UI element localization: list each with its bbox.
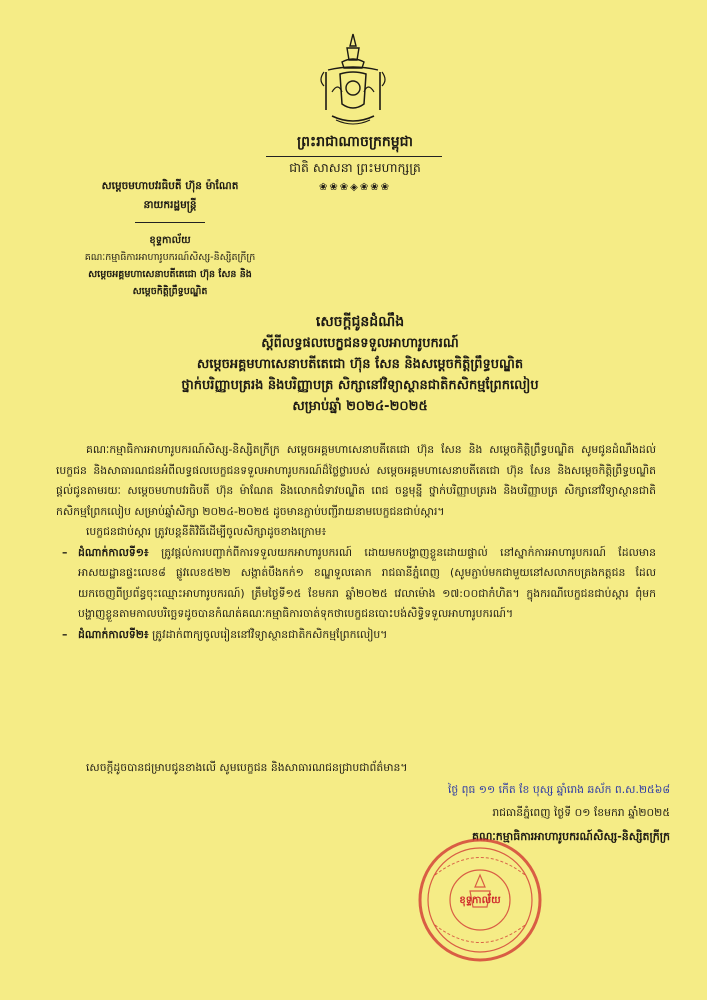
sender-block	[40, 180, 300, 299]
solar-date: រាជធានីភ្នំពេញ ថ្ងៃទី ០១ ខែមករា ឆ្នាំ២០២៥	[492, 806, 670, 819]
signature-committee: គណៈកម្មាធិការអាហារូបករណ៍សិស្ស-និស្សិតក្រីក្រ	[471, 830, 670, 843]
sender-committee-line3: សម្តេចកិត្តិព្រឹទ្ធបណ្ឌិត	[132, 286, 208, 297]
title-line-5: សម្រាប់ឆ្នាំ ២០២៤-២០២៥	[292, 399, 428, 414]
bullet-dash: –	[62, 545, 68, 559]
stage-2-label: ដំណាក់កាលទី២៖	[78, 627, 149, 641]
bullet-dash: –	[62, 627, 68, 641]
stage-2-item	[56, 625, 656, 646]
sender-name: សម្តេចមហាបវរធិបតី ហ៊ុន ម៉ាណែត	[101, 180, 239, 192]
body-paragraph-1: គណៈកម្មាធិការអាហារូបករណ៍សិស្ស-និស្សិតក្រីក្រ សម្តេចអគ្គមហាសេនាបតីតេជោ ហ៊ុន សែន និង សម្តេចកិត្តិព្រឹទ្ធបណ្ឌិត សូមជូនដំណឹងដល់បេក្ខជន និងសាធារណជនអំពីលទ្ធផលបេក្ខជនទទួលអាហារូបករណ៍ដ៏ថ្លៃថ្លារបស់ សម្តេចអគ្គមហាសេនាបតីតេជោ ហ៊ុន សែន និងសម្តេចកិត្តិព្រឹទ្ធបណ្ឌិត ផ្តល់ជូនតាមរយៈ សម្តេចមហាបវរធិបតី ហ៊ុន ម៉ាណែត និងលោកជំទាវបណ្ឌិត ពេជ ចន្ទមុន្នី ថ្នាក់បរិញ្ញាបត្ររង និងបរិញ្ញាបត្រ សិក្សានៅវិទ្យាស្ថានជាតិកសិកម្មព្រែកលៀប សម្រាប់ឆ្នាំសិក្សា ២០២៤-២០២៥ ដូចមានភ្ជាប់បញ្ជីរាយនាមបេក្ខជនជាប់ស្ការ។	[56, 443, 656, 518]
sender-office: ខុទ្ទកាល័យ	[149, 235, 191, 246]
sender-committee-line2: សម្តេចអគ្គមហាសេនាបតីតេជោ ហ៊ុន សែន និង	[88, 269, 252, 280]
sender-title: នាយករដ្ឋមន្ត្រី	[143, 199, 197, 211]
title-line-3: សម្តេចអគ្គមហាសេនាបតីតេជោ ហ៊ុន សែន និងសម្តេចកិត្តិព្រឹទ្ធបណ្ឌិត	[196, 357, 524, 372]
national-motto: ជាតិ សាសនា ព្រះមហាក្សត្រ	[289, 160, 421, 175]
heading-rule	[266, 156, 442, 157]
body-paragraph-2: បេក្ខជនជាប់ស្ការ ត្រូវបន្តនីតិវិធីដើម្បីចូលសិក្សាដូចខាងក្រោម៖	[86, 525, 327, 538]
title-line-4: ថ្នាក់បរិញ្ញាបត្ររង និងបរិញ្ញាបត្រ សិក្សានៅវិទ្យាស្ថានជាតិកសិកម្មព្រែកលៀប	[181, 378, 539, 393]
notice-body	[56, 440, 656, 645]
stage-1-text: ត្រូវផ្តល់ការបញ្ជាក់ពីការទទួលយកអាហារូបករណ៍ ដោយមកបង្ហាញខ្លួនដោយផ្ទាល់ នៅស្នាក់ការអាហារូបករណ៍ ដែលមានអាសយដ្ឋានផ្ទះលេខ៨ ផ្លូវលេខ៥២២ សង្កាត់បឹងកក់១ ខណ្ឌទួលគោក រាជធានីភ្នំពេញ (សូមភ្ជាប់មកជាមួយនៅសលាកបត្រងកត្តជន ដែលយកចេញពីប្រព័ន្ធចុះឈ្មោះអាហារូបករណ៍) ត្រឹមថ្ងៃទី១៥ ខែមករា ឆ្នាំ២០២៥ វេលាម៉ោង ១៧:០០ជាកំហិត។ ក្នុងករណីបេក្ខជនជាប់ស្ការ ពុំមកបង្ហាញខ្លួនតាមកាលបរិច្ឆេទដូចបានកំណត់គណៈកម្មាធិការចាត់ទុកថាបេក្ខជនបោះបង់សិទ្ធិទទួលអាហារូបករណ៍។	[78, 545, 656, 620]
stage-1-item	[56, 543, 656, 625]
closing-block	[56, 758, 656, 778]
closing-line: សេចក្តីដូចបានជម្រាបជូនខាងលើ សូមបេក្ខជន និងសាធារណជនជ្រាបជាព័ត៌មាន។	[86, 761, 408, 774]
stage-1-label: ដំណាក់កាលទី១៖	[78, 545, 149, 559]
sender-committee: គណៈកម្មាធិការអាហារូបករណ៍សិស្ស-និស្សិតក្រីក្រ	[84, 252, 256, 263]
lunar-date: ថ្ងៃ ពុធ ១១ កើត ខែ បុស្ស ឆ្នាំរោង ឆស័ក ព.ស.២៥៦៨	[447, 783, 670, 796]
notice-title	[80, 312, 640, 417]
motto-ornament: ❀❀❀◈❀❀❀	[319, 182, 391, 193]
title-line-1: សេចក្តីជូនដំណឹង	[315, 314, 405, 330]
title-line-2: ស្តីពីលទ្ធផលបេក្ខជនទទួលអាហារូបករណ៍	[261, 336, 459, 351]
royal-coat-of-arms-icon	[318, 30, 388, 130]
kingdom-heading: ព្រះរាជាណាចក្រកម្ពុជា	[296, 134, 413, 150]
stage-2-text: ត្រូវដាក់ពាក្យចូលរៀននៅវិទ្យាស្ថានជាតិកសិកម្មព្រែកលៀប។	[152, 627, 388, 641]
seal-label: ខុទ្ទកាល័យ	[459, 895, 501, 906]
sender-rule	[135, 222, 205, 223]
